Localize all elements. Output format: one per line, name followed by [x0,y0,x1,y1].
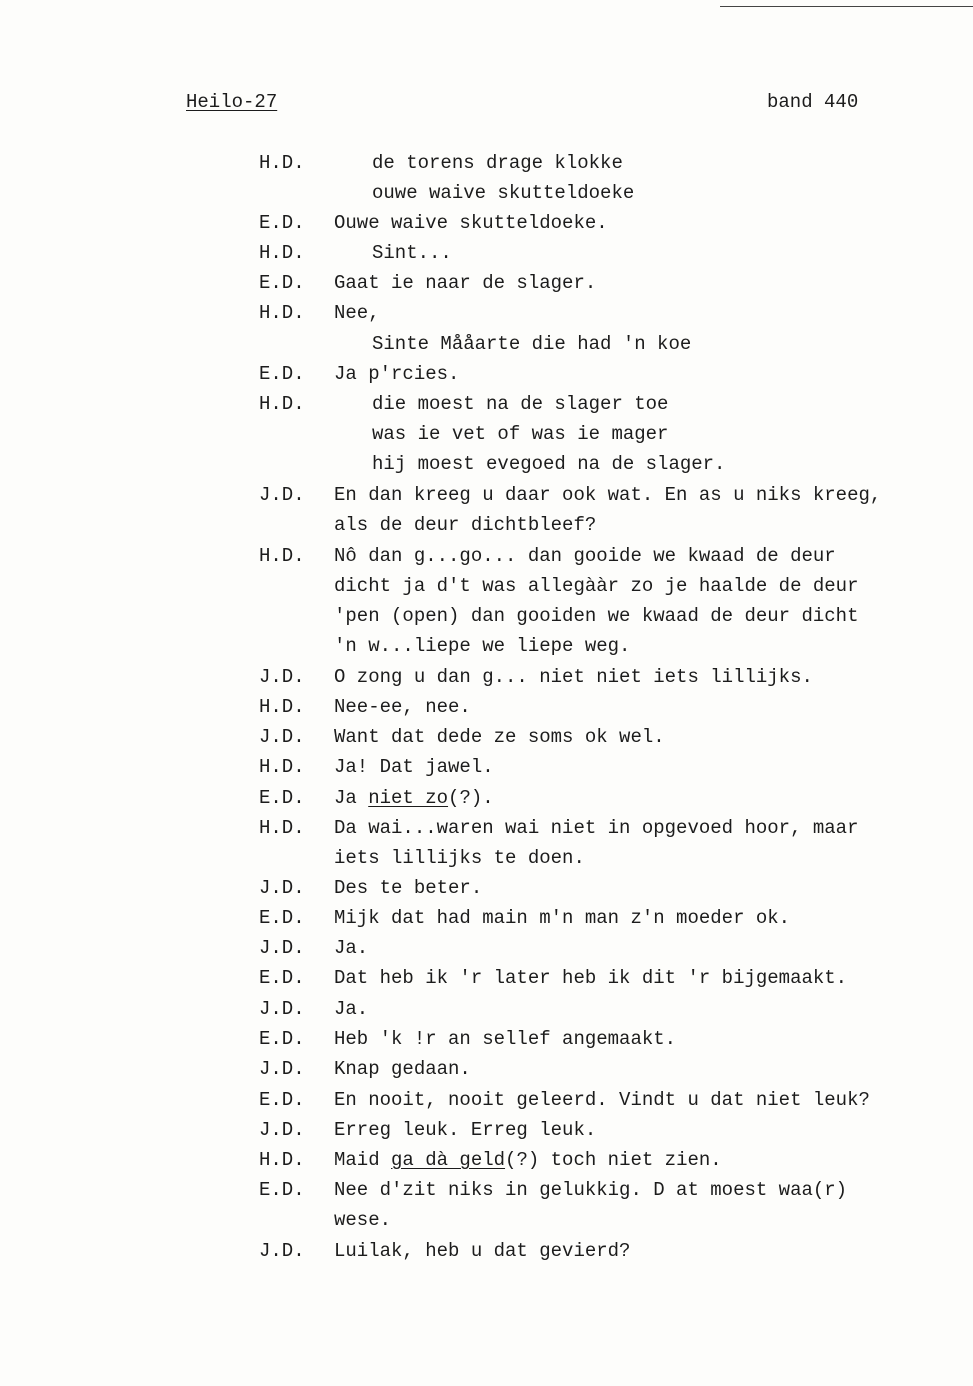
speaker-label: J.D. [259,998,305,1020]
speaker-label: H.D. [259,152,305,174]
utterance-line: Ouwe waive skutteldoeke. [334,212,608,234]
speaker-label: E.D. [259,907,305,929]
speaker-label: H.D. [259,696,305,718]
speaker-label: J.D. [259,1058,305,1080]
speaker-label: J.D. [259,484,305,506]
utterance-line: Ja. [334,998,369,1020]
speaker-label: H.D. [259,545,305,567]
utterance-line: ouwe waive skutteldoeke [372,182,635,204]
utterance-line: Ja. [334,937,369,959]
utterance-line: O zong u dan g... niet niet iets lillijks. [334,666,813,688]
utterance-line: Want dat dede ze soms ok wel. [334,726,665,748]
speaker-label: E.D. [259,1089,305,1111]
speaker-label: H.D. [259,756,305,778]
speaker-label: H.D. [259,817,305,839]
utterance-line: wese. [334,1209,392,1231]
utterance-line: Luilak, heb u dat gevierd? [334,1240,631,1262]
speaker-label: H.D. [259,302,305,324]
speaker-label: J.D. [259,1240,305,1262]
speaker-label: E.D. [259,787,305,809]
speaker-label: E.D. [259,967,305,989]
speaker-label: J.D. [259,1119,305,1141]
utterance-line: de torens drage klokke [372,152,623,174]
utterance-line: die moest na de slager toe [372,393,669,415]
utterance-line: als de deur dichtbleef? [334,514,597,536]
underlined-phrase: niet zo [368,787,449,809]
utterance-line: En dan kreeg u daar ook wat. En as u niks kreeg, [334,484,882,506]
speaker-label: H.D. [259,1149,305,1171]
utterance-line: Knap gedaan. [334,1058,471,1080]
speaker-label: E.D. [259,363,305,385]
utterance-line: Mijk dat had main m'n man z'n moeder ok. [334,907,791,929]
utterance-line: was ie vet of was ie mager [372,423,669,445]
utterance-line: Nee d'zit niks in gelukkig. D at moest waa(r) [334,1179,848,1201]
utterance-line: dicht ja d't was allegààr zo je haalde de deur [334,575,859,597]
speaker-label: E.D. [259,272,305,294]
utterance-line: 'pen (open) dan gooiden we kwaad de deur dicht [334,605,859,627]
utterance-line: Maid ga dà geld(?) toch niet zien. [334,1149,722,1171]
speaker-label: H.D. [259,393,305,415]
utterance-line: Nô dan g...go... dan gooide we kwaad de deur [334,545,836,567]
speaker-label: H.D. [259,242,305,264]
speaker-label: J.D. [259,666,305,688]
utterance-line: Nee, [334,302,380,324]
utterance-line: Ja p'rcies. [334,363,460,385]
utterance-line: Des te beter. [334,877,483,899]
utterance-line: Ja niet zo(?). [334,787,494,809]
utterance-line: Erreg leuk. Erreg leuk. [334,1119,597,1141]
utterance-line: Sint... [372,242,452,264]
speaker-label: J.D. [259,726,305,748]
document-id: Heilo-27 [186,91,278,113]
utterance-line: Gaat ie naar de slager. [334,272,597,294]
speaker-label: E.D. [259,1179,305,1201]
speaker-label: E.D. [259,212,305,234]
utterance-line: Heb 'k !r an sellef angemaakt. [334,1028,677,1050]
utterance-line: Sinte Mååarte die had 'n koe [372,333,692,355]
utterance-line: 'n w...liepe we liepe weg. [334,635,631,657]
band-number: band 440 [767,91,859,113]
speaker-label: E.D. [259,1028,305,1050]
utterance-line: Ja! Dat jawel. [334,756,494,778]
utterance-line: hij moest evegoed na de slager. [372,453,726,475]
utterance-line: Nee-ee, nee. [334,696,471,718]
utterance-line: Da wai...waren wai niet in opgevoed hoor, maar [334,817,859,839]
utterance-line: iets lillijks te doen. [334,847,585,869]
speaker-label: J.D. [259,877,305,899]
speaker-label: J.D. [259,937,305,959]
underlined-phrase: ga dà geld [391,1149,506,1171]
utterance-line: Dat heb ik 'r later heb ik dit 'r bijgemaakt. [334,967,848,989]
utterance-line: En nooit, nooit geleerd. Vindt u dat niet leuk? [334,1089,870,1111]
